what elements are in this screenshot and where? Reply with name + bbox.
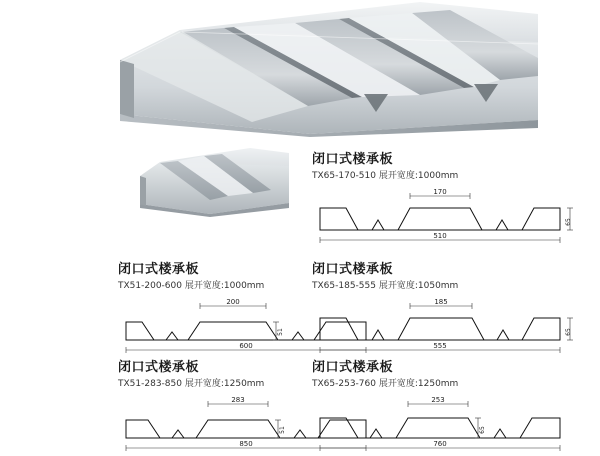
svg-text:200: 200 [226,298,240,306]
svg-text:185: 185 [434,298,448,306]
product-profile-drawing [312,186,582,248]
svg-text:510: 510 [433,232,447,240]
product-block-0 [312,152,582,248]
product-title: 闭口式楼承板 [312,360,394,375]
product-block-4 [312,360,582,456]
product-spec-value: 1000mm [223,281,265,291]
product-spec-label: 展开宽度: [184,281,224,291]
svg-text:65: 65 [479,426,486,434]
secondary-product-photo [140,148,290,218]
product-subtitle [312,280,582,292]
product-subtitle [312,378,582,390]
product-profile-drawing [312,296,582,358]
product-model: TX65-170-510 [312,171,376,181]
product-title: 闭口式楼承板 [118,262,200,277]
svg-text:555: 555 [433,342,447,350]
product-spec-label: 展开宽度: [378,281,418,291]
product-title: 闭口式楼承板 [312,152,394,167]
product-subtitle [312,170,582,182]
product-model: TX51-283-850 [118,379,182,389]
product-model: TX65-253-760 [312,379,376,389]
svg-text:170: 170 [433,188,447,196]
product-spec-label: 展开宽度: [378,171,418,181]
svg-text:600: 600 [239,342,253,350]
svg-text:51: 51 [277,328,284,336]
svg-text:51: 51 [279,426,286,434]
product-block-2 [312,262,582,358]
product-spec-label: 展开宽度: [378,379,418,389]
svg-text:850: 850 [239,440,253,448]
product-profile-drawing [312,394,582,456]
product-spec-value: 1000mm [417,171,459,181]
svg-text:65: 65 [565,218,572,226]
product-spec-label: 展开宽度: [184,379,224,389]
product-spec-value: 1250mm [223,379,265,389]
product-spec-value: 1050mm [417,281,459,291]
product-model: TX51-200-600 [118,281,182,291]
product-model: TX65-185-555 [312,281,376,291]
product-spec-value: 1250mm [417,379,459,389]
svg-text:65: 65 [565,328,572,336]
svg-text:283: 283 [231,396,245,404]
svg-text:253: 253 [431,396,445,404]
product-title: 闭口式楼承板 [312,262,394,277]
hero-product-photo [120,2,540,137]
product-title: 闭口式楼承板 [118,360,200,375]
svg-text:760: 760 [433,440,447,448]
